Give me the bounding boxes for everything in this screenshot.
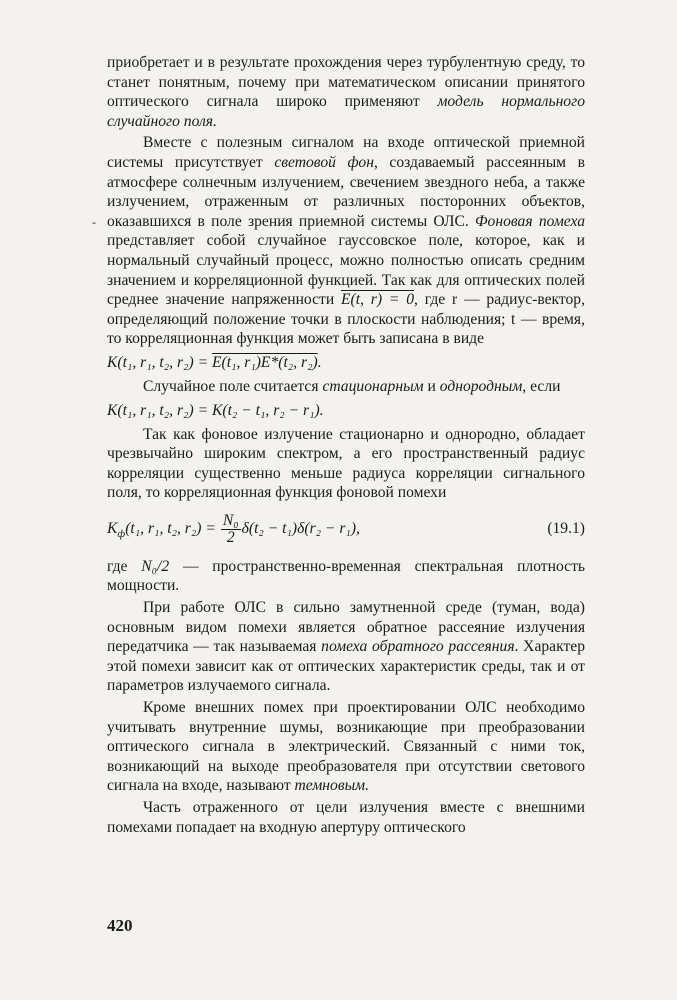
paragraph-6: При работе ОЛС в сильно замутненной среде (туман, вода) основным видом помехи является обратное рассеяние излучения передатчика — так называемая помеха обратного рассеяния. Характер этой помехи зависит как от оптических характеристик среды, так и от параметров излучаемого сигнала. [107,599,585,695]
paragraph-8: Часть отраженного от цели излучения вместе с внешними помехами попадает на входную апертуру оптического [107,799,585,836]
paragraph-4: Так как фоновое излучение стационарно и однородно, обладает чрезвычайно широким спектром, а его пространственный радиус корреляции существенно меньше радиуса корреляции сигнального поля, то корреляционная функция фоновой помехи [107,425,585,502]
formula-correlation: K(t₁, r₁, t₂, r₂) = E(t₁, r₁)E*(t₂, r₂). [107,353,322,371]
term-backscatter-noise: помеха обратного рассеяния [321,638,515,656]
fraction-n0-over-2: $\frac{\text{N₀}}{2}$ [222,511,239,546]
margin-mark: - [92,215,96,229]
formula-19-1: $K_ф(t_1$, r₁, t₂, r₂) = $\frac{\text{N₀}}{2}$ δ(t₂ − t₁)δ(r₂ − r₁), (19.1) [107,509,585,549]
page-body [107,53,585,837]
equation-number: (19.1) [547,519,585,537]
page-number: 420 [107,916,133,935]
paragraph-2: Вместе с полезным сигналом на входе оптической приемной системы присутствует световой фон, создаваемый рассеянным в атмосфере солнечным излучением, свечением звездного неба, а также излучением, отраженным от различных посторонних объектов, оказавшихся в поле зрения приемной системы ОЛС. Фоновая помеха представляет собой случайное гауссовское поле, которое, как и нормальный случайный процесс, можно полностью описать средним значением и корреляционной функцией. Так как для оптических полей среднее значение напряженности E(t, r) = 0, где r — радиус-вектор, определяющий положение точки в плоскости наблюдения; t — время, то корреляционная функция может быть записана в виде [107,134,585,348]
term-homogeneous: однородным [439,377,523,395]
paragraph-3: Случайное поле считается стационарным и однородным, если [143,377,561,395]
term-light-background: световой фон [274,153,374,171]
paragraph-7: Кроме внешних помех при проектировании ОЛС необходимо учитывать внутренние шумы, возникающие при преобразовании оптического сигнала в электрический. Связанный с ними ток, возникающий на выходе преобразователя при отсутствии светового сигнала на входе, называют темновым. [107,699,585,795]
term-dark-current: темновым. [294,777,370,795]
paragraph-5: где N₀/2 — пространственно-временная спектральная плотность мощности. [107,557,585,595]
term-normal-random-field: модель нормального случайного поля. [107,93,585,130]
inline-mean-formula: E(t, r) = 0 [341,291,414,309]
paragraph-1: приобретает и в результате прохождения через турбулентную среду, то станет понятным, почему при математическом описании принятого оптического сигнала широко применяют модель нормального случайного поля. [107,54,585,130]
formula-stationary: K(t₁, r₁, t₂, r₂) = K(t₂ − t₁, r₂ − r₁). [107,401,324,419]
term-background-noise: Фоновая помеха [475,212,585,230]
term-stationary: стационарным [322,377,424,395]
